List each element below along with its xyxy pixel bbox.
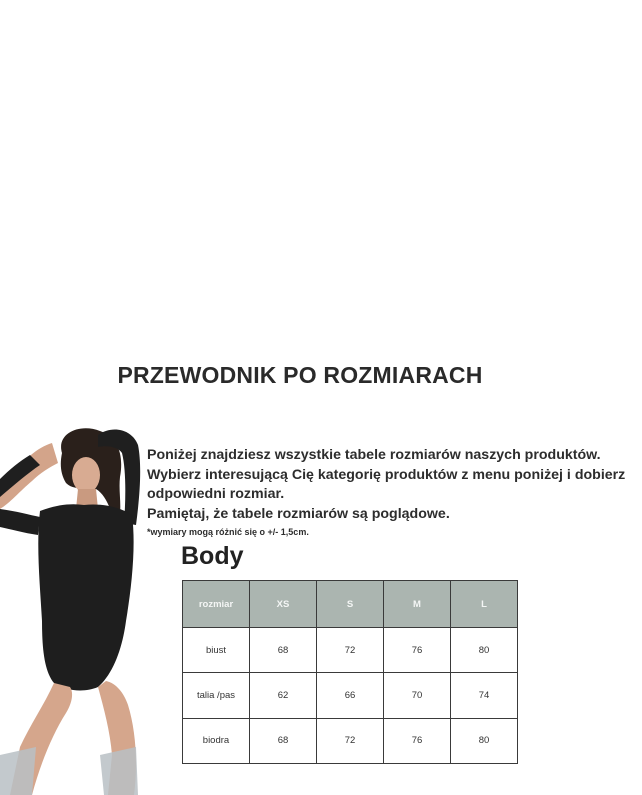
table-cell: 76 bbox=[384, 718, 451, 763]
header-cell: rozmiar bbox=[183, 581, 250, 628]
table-cell: biust bbox=[183, 628, 250, 673]
intro-line-3: odpowiedni rozmiar. bbox=[147, 486, 285, 503]
table-cell: 68 bbox=[250, 628, 317, 673]
table-row bbox=[183, 718, 518, 763]
header-cell: XS bbox=[250, 581, 317, 628]
table-cell: 80 bbox=[451, 628, 518, 673]
page-title: PRZEWODNIK PO ROZMIARACH bbox=[117, 362, 483, 388]
header-cell: L bbox=[451, 581, 518, 628]
model-photo bbox=[0, 425, 152, 795]
size-table bbox=[182, 580, 518, 764]
table-row bbox=[183, 673, 518, 718]
table-cell: 68 bbox=[250, 718, 317, 763]
table-cell: 70 bbox=[384, 673, 451, 718]
table-cell: 74 bbox=[451, 673, 518, 718]
table-cell: 80 bbox=[451, 718, 518, 763]
intro-text bbox=[147, 446, 642, 539]
header-cell: M bbox=[384, 581, 451, 628]
table-row bbox=[183, 628, 518, 673]
measurement-note: *wymiary mogą różnić się o +/- 1,5cm. bbox=[147, 527, 309, 538]
table-cell: talia /pas bbox=[183, 673, 250, 718]
intro-line-4: Pamiętaj, że tabele rozmiarów są poglądowe. bbox=[147, 505, 450, 522]
table-cell: 72 bbox=[317, 628, 384, 673]
table-cell: 66 bbox=[317, 673, 384, 718]
table-cell: biodra bbox=[183, 718, 250, 763]
table-cell: 72 bbox=[317, 718, 384, 763]
table-header-row bbox=[183, 581, 518, 628]
intro-line-1: Poniżej znajdziesz wszystkie tabele rozmiarów naszych produktów. bbox=[147, 447, 601, 463]
intro-line-2: Wybierz interesującą Cię kategorię produktów z menu poniżej i dobierz bbox=[147, 466, 626, 483]
section-title: Body bbox=[181, 542, 244, 570]
table-cell: 62 bbox=[250, 673, 317, 718]
header-cell: S bbox=[317, 581, 384, 628]
table-cell: 76 bbox=[384, 628, 451, 673]
